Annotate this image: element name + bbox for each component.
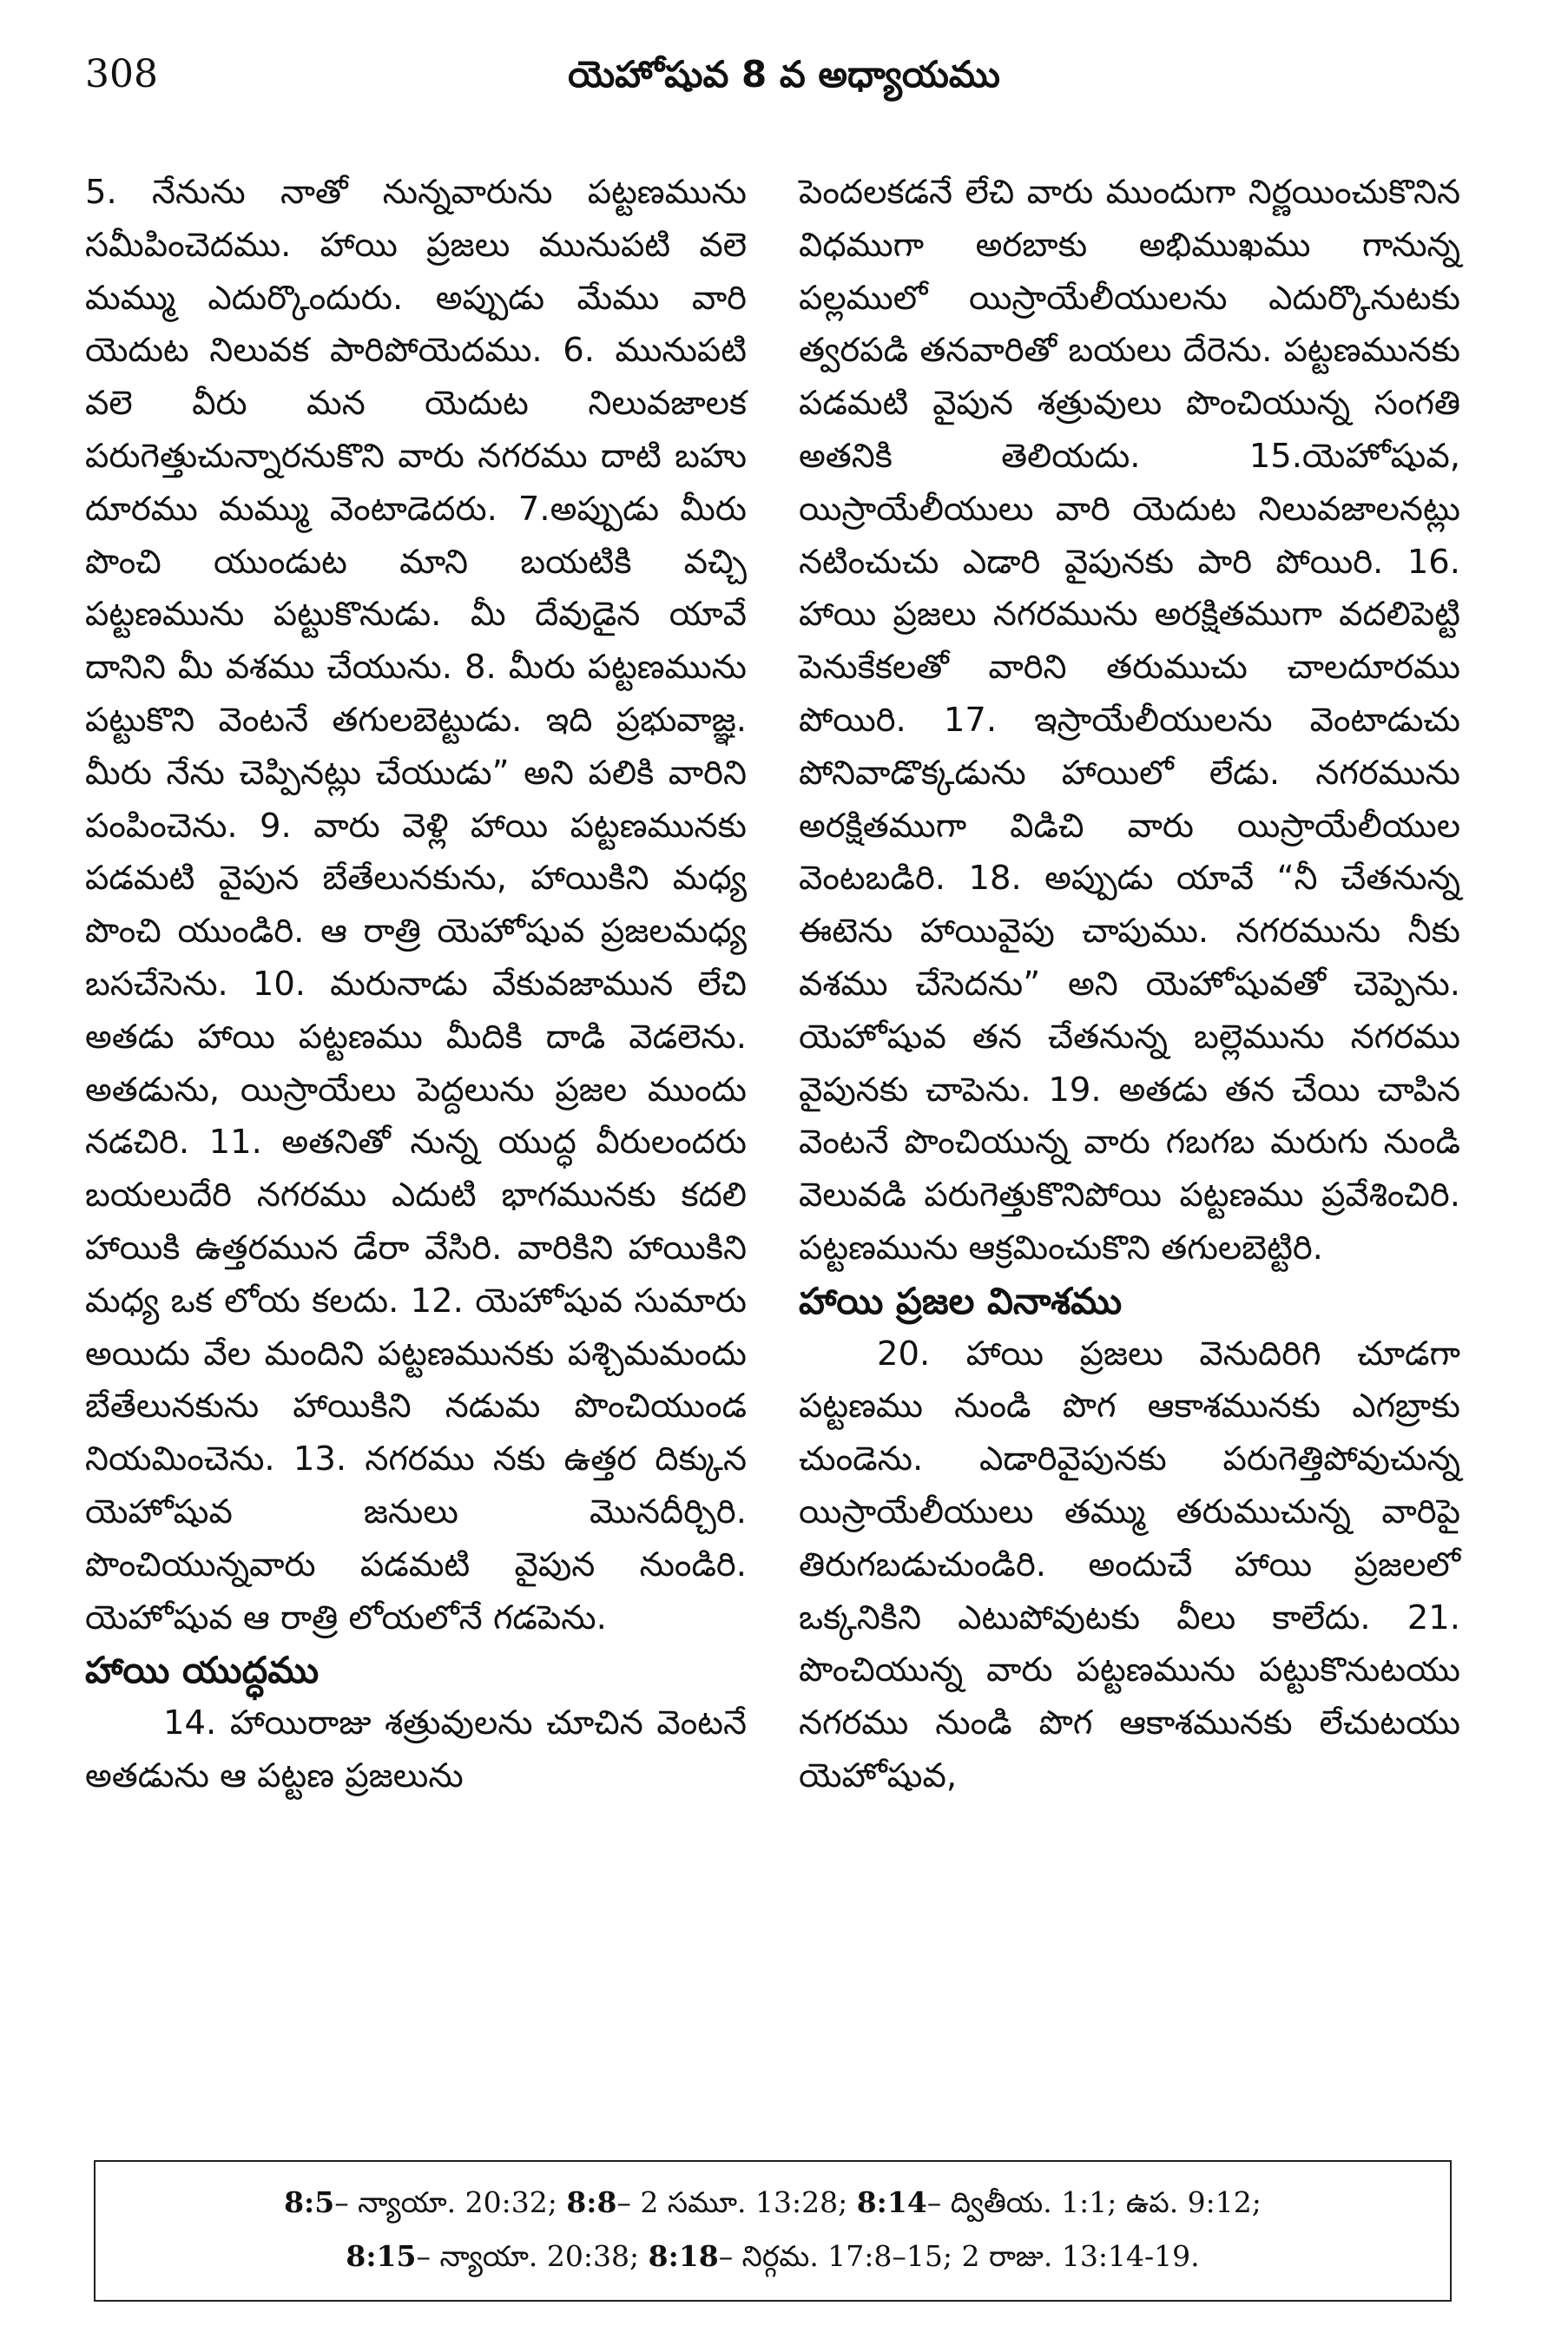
reference-key: 8:5 (284, 2185, 335, 2219)
left-column (85, 167, 747, 1803)
cross-reference-box (94, 2160, 1452, 2302)
reference-key: 8:15 (346, 2239, 417, 2273)
section-heading: హాయి ప్రజల వినాశము (799, 1279, 1123, 1322)
reference-text: – న్యాయా. 20:32; (334, 2185, 567, 2219)
paragraph: 20. హాయి ప్రజలు వెనుదిరిగి చూడగా పట్టణము నుండి పొగ ఆకాశమునకు ఎగబ్రాకు చుండెను. ఎడారివైపునకు పరుగెత్తిపోవుచున్న యిస్రాయేలీయులు తమ్ము తరుముచున్న వారిపై తిరుగబడుచుండిరి. అందుచే హాయి ప్రజలలో ఒక్కనికిని ఎటుపోవుటకు వీలు కాలేదు. 21. పొంచియున్న వారు పట్టణమును పట్టుకొనుటయు నగరము నుండి పొగ ఆకాశమునకు లేచుటయు యెహోషువ, (799, 1334, 1460, 1795)
reference-text: – నిర్గమ. 17:8–15; 2 రాజు. 13:14-19. (718, 2239, 1200, 2273)
reference-key: 8:8 (566, 2185, 617, 2219)
reference-text: – న్యాయా. 20:38; (416, 2239, 649, 2273)
paragraph: 5. నేనును నాతో నున్నవారును పట్టణమును సమీపించెదము. హాయి ప్రజలు మునుపటి వలె మమ్ము ఎదుర్కొందురు. అప్పుడు మేము వారి యెదుట నిలువక పారిపోయెదము. 6. మునుపటి వలె వీరు మన యెదుట నిలువజాలక పరుగెత్తుచున్నారనుకొని వారు నగరము దాటి బహు దూరము మమ్ము వెంటాడెదరు. 7.అప్పుడు మీరు పొంచి యుండుట మాని బయటికి వచ్చి పట్టణమును పట్టుకొనుడు. మీ దేవుడైన యావే దానిని మీ వశము చేయును. 8. మీరు పట్టణమును పట్టుకొని వెంటనే తగులబెట్టుడు. ఇది ప్రభువాజ్ఞ. మీరు నేను చెప్పినట్లు చేయుడు” అని పలికి వారిని పంపించెను. 9. వారు వెళ్లి హాయి పట్టణమునకు పడమటి వైపున బేతేలునకును, హాయికిని మధ్య పొంచి యుండిరి. ఆ రాత్రి యెహోషువ ప్రజలమధ్య బసచేసెను. 10. మరునాడు వేకువజామున లేచి అతడు హాయి పట్టణము మీదికి దాడి వెడలెను. అతడును, యిస్రాయేలు పెద్దలును ప్రజల ముందు నడచిరి. 11. అతనితో నున్న యుద్ధ వీరులందరు బయలుదేరి నగరము ఎదుటి భాగమునకు కదలి హాయికి ఉత్తరమున డేరా వేసిరి. వారికిని హాయికిని మధ్య ఒక లోయ కలదు. 12. యెహోషువ సుమారు అయిదు వేల మందిని పట్టణమునకు పశ్చిమమందు బేతేలునకును హాయికిని నడుమ పొంచియుండ నియమించెను. 13. నగరము నకు ఉత్తర దిక్కున యెహోషువ జనులు మొనదీర్చిరి. పొంచియున్నవారు పడమటి వైపున నుండిరి. యెహోషువ ఆ రాత్రి లోయలోనే గడపెను. (85, 173, 747, 1637)
cross-reference-line (96, 2230, 1450, 2283)
right-column (799, 167, 1460, 1803)
reference-key: 8:18 (648, 2239, 719, 2273)
reference-text: – 2 సమూ. 13:28; (616, 2185, 857, 2219)
reference-text: – ద్వితీయ. 1:1; ఉప. 9:12; (926, 2185, 1262, 2219)
paragraph: 14. హాయిరాజు శత్రువులను చూచిన వెంటనే అతడును ఆ పట్టణ ప్రజలును (85, 1703, 747, 1795)
section-heading: హాయి యుద్ధము (85, 1649, 320, 1692)
cross-reference-line (96, 2176, 1450, 2230)
reference-key: 8:14 (856, 2185, 927, 2219)
paragraph: పెందలకడనే లేచి వారు ముందుగా నిర్ణయించుకొనిన విధముగా అరబాకు అభిముఖము గానున్న పల్లములో యిస్రాయేలీయులను ఎదుర్కొనుటకు త్వరపడి తనవారితో బయలు దేరెను. పట్టణమునకు పడమటి వైపున శత్రువులు పొంచియున్న సంగతి అతనికి తెలియదు. 15.యెహోషువ, యిస్రాయేలీయులు వారి యెదుట నిలువజాలనట్లు నటించుచు ఎడారి వైపునకు పారి పోయిరి. 16. హాయి ప్రజలు నగరమును అరక్షితముగా వదలిపెట్టి పెనుకేకలతో వారిని తరుముచు చాలదూరము పోయిరి. 17. ఇస్రాయేలీయులను వెంటాడుచు పోనివాడొక్కడును హాయిలో లేడు. నగరమును అరక్షితముగా విడిచి వారు యిస్రాయేలీయుల వెంటబడిరి. 18. అప్పుడు యావే “నీ చేతనున్న ఈటెను హాయివైపు చాపుము. నగరమును నీకు వశము చేసెదను” అని యెహోషువతో చెప్పెను. యెహోషువ తన చేతనున్న బల్లెమును నగరము వైపునకు చాపెను. 19. అతడు తన చేయి చాపిన వెంటనే పొంచియున్న వారు గబగబ మరుగు నుండి వెలువడి పరుగెత్తుకొనిపోయి పట్టణము ప్రవేశించిరి. పట్టణమును ఆక్రమించుకొని తగులబెట్టిరి. (799, 173, 1460, 1268)
running-head: యెహోషువ 8 వ అధ్యాయము (568, 53, 1000, 96)
page-number: 308 (85, 52, 158, 96)
